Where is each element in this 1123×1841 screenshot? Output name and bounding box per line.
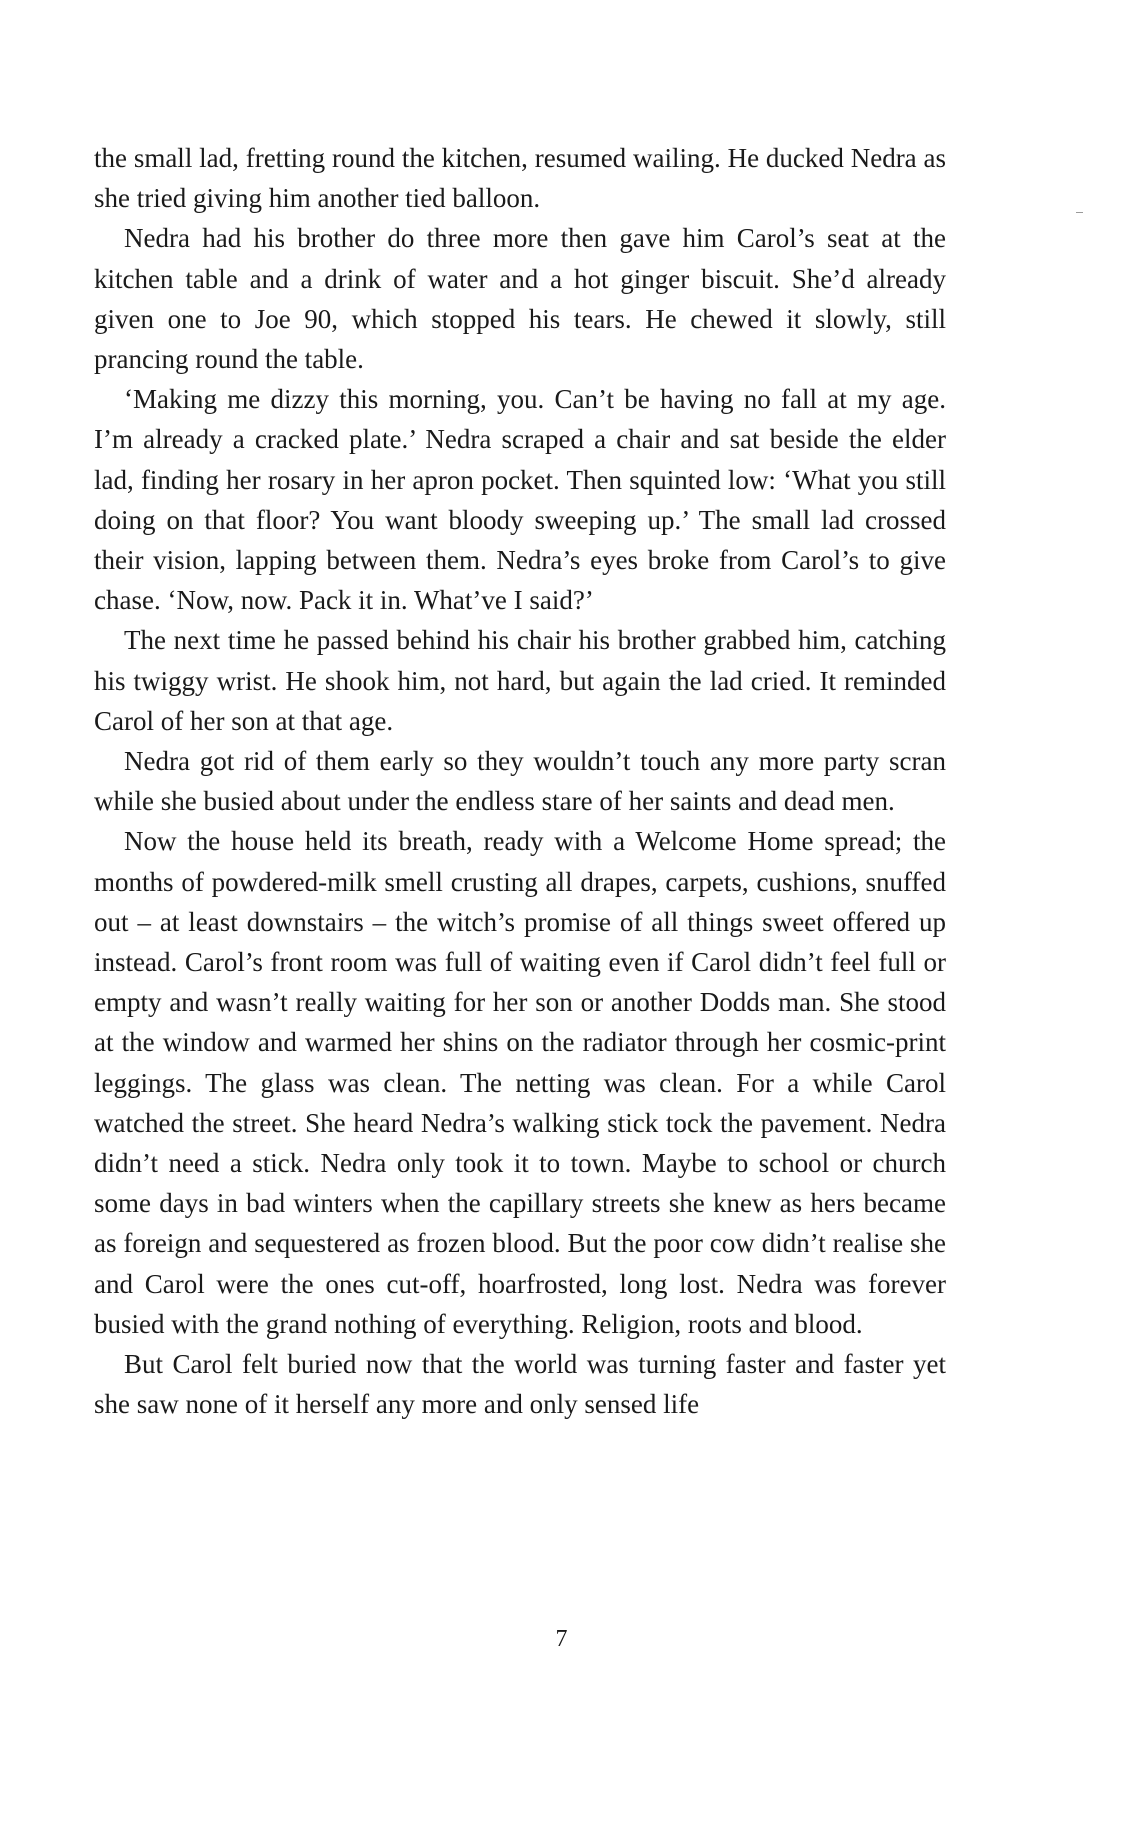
paragraph-5: Nedra got rid of them early so they wouldn’t touch any more party scran while she busied about under the endless stare of her saints and dead men. [94, 746, 946, 817]
scan-speck [1076, 212, 1083, 213]
body-text [94, 138, 946, 1425]
paragraph-3: ‘Making me dizzy this morning, you. Can’t be having no fall at my age. I’m already a cracked plate.’ Nedra scraped a chair and sat beside the elder lad, finding her rosary in her apron pocket. Then squinted low: ‘What you still doing on that floor? You want bloody sweeping up.’ The small lad crossed their vision, lapping between them. Nedra’s eyes broke from Carol’s to give chase. ‘Now, now. Pack it in. What’ve I said?’ [94, 384, 946, 616]
paragraph-7: But Carol felt buried now that the world was turning faster and faster yet she saw none of it herself any more and only sensed life [94, 1349, 946, 1420]
paragraph-4: The next time he passed behind his chair his brother grabbed him, catching his twiggy wrist. He shook him, not hard, but again the lad cried. It reminded Carol of her son at that age. [94, 625, 946, 736]
paragraph-2: Nedra had his brother do three more then gave him Carol’s seat at the kitchen table and a drink of water and a hot ginger biscuit. She’d already given one to Joe 90, which stopped his tears. He chewed it slowly, still prancing round the table. [94, 223, 946, 375]
paragraph-6: Now the house held its breath, ready with a Welcome Home spread; the months of powdered-milk smell crusting all drapes, carpets, cushions, snuffed out – at least downstairs – the witch’s promise of all things sweet offered up instead. Carol’s front room was full of waiting even if Carol didn’t feel full or empty and wasn’t really waiting for her son or another Dodds man. She stood at the window and warmed her shins on the radiator through her cosmic-print leggings. The glass was clean. The netting was clean. For a while Carol watched the street. She heard Nedra’s walking stick tock the pavement. Nedra didn’t need a stick. Nedra only took it to town. Maybe to school or church some days in bad winters when the capillary streets she knew as hers became as foreign and sequestered as frozen blood. But the poor cow didn’t realise she and Carol were the ones cut-off, hoarfrosted, long lost. Nedra was forever busied with the grand nothing of everything. Religion, roots and blood. [94, 826, 946, 1339]
paragraph-1: the small lad, fretting round the kitchen, resumed wailing. He ducked Nedra as she tried giving him another tied balloon. [94, 143, 946, 214]
page-number: 7 [555, 1626, 568, 1652]
